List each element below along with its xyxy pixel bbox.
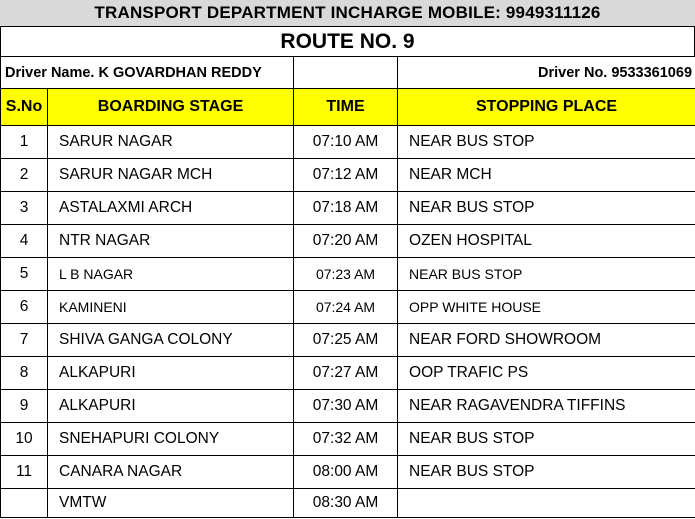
driver-row-blank-cell [294,57,398,89]
sno-cell: 3 [1,192,48,225]
table-row [1,192,695,225]
route-table [0,56,695,518]
table-row [1,423,695,456]
boarding-stage-cell: SARUR NAGAR [48,126,294,159]
stopping-place-cell: OOP TRAFIC PS [398,357,695,390]
boarding-stage-cell: ASTALAXMI ARCH [48,192,294,225]
boarding-stage-cell: NTR NAGAR [48,225,294,258]
sno-cell: 9 [1,390,48,423]
column-header-time: TIME [294,89,398,126]
table-row [1,258,695,291]
time-cell: 07:23 AM [294,258,398,291]
column-header-row [1,89,695,126]
table-row [1,126,695,159]
table-row [1,324,695,357]
time-cell: 07:20 AM [294,225,398,258]
stopping-place-cell: NEAR MCH [398,159,695,192]
sno-cell: 6 [1,291,48,324]
sno-cell: 2 [1,159,48,192]
sno-cell: 10 [1,423,48,456]
stopping-place-cell: NEAR BUS STOP [398,456,695,489]
time-cell: 08:30 AM [294,489,398,518]
table-row [1,357,695,390]
sno-cell: 7 [1,324,48,357]
sno-cell: 8 [1,357,48,390]
table-row [1,390,695,423]
table-row [1,489,695,518]
stopping-place-cell: NEAR BUS STOP [398,126,695,159]
stopping-place-cell: OPP WHITE HOUSE [398,291,695,324]
route-title: ROUTE NO. 9 [0,26,695,57]
time-cell: 07:27 AM [294,357,398,390]
boarding-stage-cell: L B NAGAR [48,258,294,291]
table-row [1,159,695,192]
column-header-boarding-stage: BOARDING STAGE [48,89,294,126]
driver-row [1,57,695,89]
sno-cell: 5 [1,258,48,291]
time-cell: 07:10 AM [294,126,398,159]
sno-cell: 4 [1,225,48,258]
boarding-stage-cell: ALKAPURI [48,357,294,390]
time-cell: 07:18 AM [294,192,398,225]
table-row [1,291,695,324]
stopping-place-cell: NEAR RAGAVENDRA TIFFINS [398,390,695,423]
sno-cell: 1 [1,126,48,159]
table-row [1,225,695,258]
driver-name: Driver Name. K GOVARDHAN REDDY [1,57,294,89]
column-header-sno: S.No [1,89,48,126]
time-cell: 07:24 AM [294,291,398,324]
stopping-place-cell [398,489,695,518]
stopping-place-cell: NEAR BUS STOP [398,423,695,456]
stopping-place-cell: NEAR BUS STOP [398,192,695,225]
column-header-stopping-place: STOPPING PLACE [398,89,695,126]
boarding-stage-cell: CANARA NAGAR [48,456,294,489]
boarding-stage-cell: KAMINENI [48,291,294,324]
stopping-place-cell: OZEN HOSPITAL [398,225,695,258]
driver-number: Driver No. 9533361069 [398,57,695,89]
boarding-stage-cell: SNEHAPURI COLONY [48,423,294,456]
time-cell: 08:00 AM [294,456,398,489]
transport-incharge-banner: TRANSPORT DEPARTMENT INCHARGE MOBILE: 9949311126 [0,0,695,26]
time-cell: 07:32 AM [294,423,398,456]
time-cell: 07:25 AM [294,324,398,357]
stopping-place-cell: NEAR FORD SHOWROOM [398,324,695,357]
boarding-stage-cell: VMTW [48,489,294,518]
boarding-stage-cell: SARUR NAGAR MCH [48,159,294,192]
time-cell: 07:30 AM [294,390,398,423]
table-row [1,456,695,489]
boarding-stage-cell: ALKAPURI [48,390,294,423]
time-cell: 07:12 AM [294,159,398,192]
stopping-place-cell: NEAR BUS STOP [398,258,695,291]
sno-cell [1,489,48,518]
sno-cell: 11 [1,456,48,489]
boarding-stage-cell: SHIVA GANGA COLONY [48,324,294,357]
